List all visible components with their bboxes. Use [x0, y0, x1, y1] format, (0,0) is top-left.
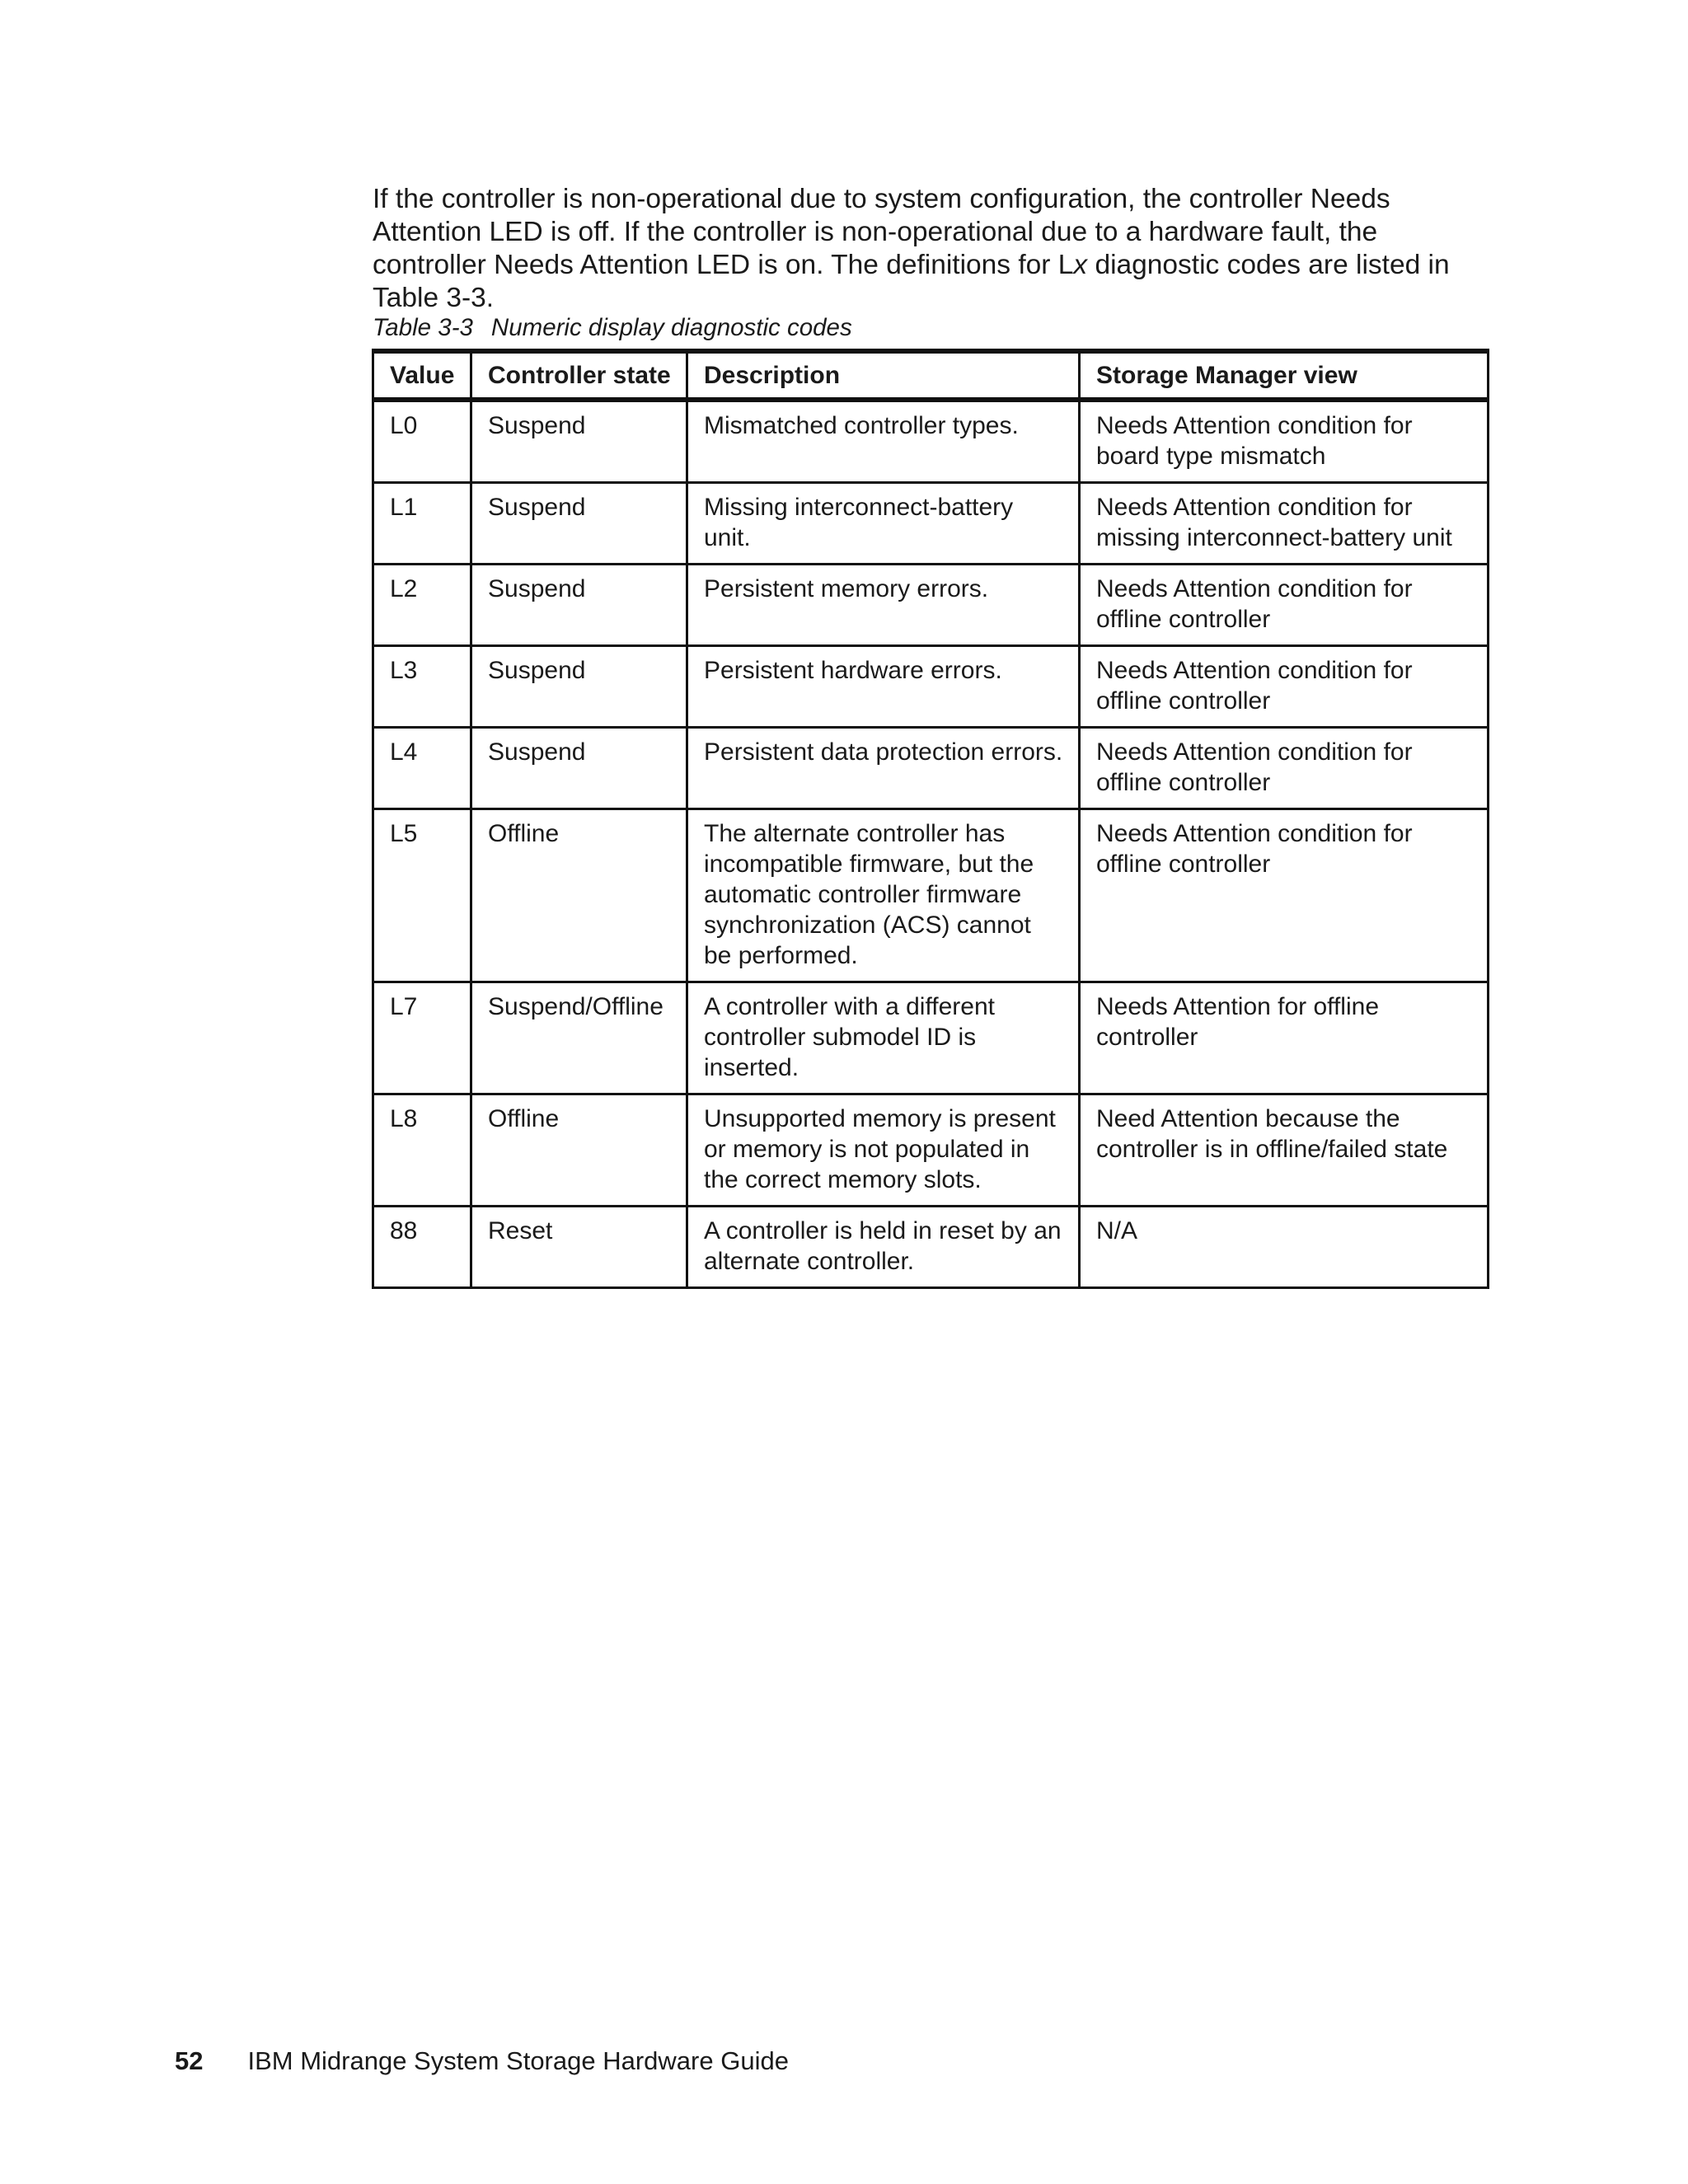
cell-value: 88 — [373, 1207, 471, 1288]
cell-value: L5 — [373, 809, 471, 982]
table-row — [373, 982, 1489, 1094]
cell-storage-manager-view: Needs Attention condition for board type mismatch — [1080, 400, 1489, 483]
cell-description: Persistent hardware errors. — [687, 646, 1080, 728]
page-footer — [175, 2046, 789, 2077]
cell-value: L4 — [373, 728, 471, 809]
cell-value: L7 — [373, 982, 471, 1094]
intro-text-after: diagnostic codes are listed in Table 3-3. — [373, 250, 1450, 313]
cell-controller-state: Suspend — [471, 400, 687, 483]
cell-value: L0 — [373, 400, 471, 483]
cell-storage-manager-view: Needs Attention condition for missing interconnect-battery unit — [1080, 483, 1489, 565]
book-title: IBM Midrange System Storage Hardware Guide — [247, 2046, 789, 2075]
cell-description: A controller with a different controller submodel ID is inserted. — [687, 982, 1080, 1094]
intro-paragraph — [373, 183, 1493, 315]
cell-value: L3 — [373, 646, 471, 728]
intro-variable: x — [1073, 250, 1088, 280]
table-row — [373, 565, 1489, 646]
cell-description: Persistent memory errors. — [687, 565, 1080, 646]
cell-storage-manager-view: Needs Attention condition for offline controller — [1080, 565, 1489, 646]
cell-controller-state: Suspend/Offline — [471, 982, 687, 1094]
cell-storage-manager-view: N/A — [1080, 1207, 1489, 1288]
cell-controller-state: Offline — [471, 1094, 687, 1207]
cell-controller-state: Suspend — [471, 483, 687, 565]
cell-description: Missing interconnect-battery unit. — [687, 483, 1080, 565]
cell-description: The alternate controller has incompatible firmware, but the automatic controller firmware synchronization (ACS) cannot be performed. — [687, 809, 1080, 982]
page-number: 52 — [175, 2046, 204, 2075]
intro-text-before: If the controller is non-operational due to system configuration, the controller Needs Attention LED is off. If the controller is non-operational due to a hardware fault, the controller Needs Attention LED is on. The definitions for L — [373, 184, 1390, 280]
cell-controller-state: Offline — [471, 809, 687, 982]
table-caption — [373, 313, 852, 343]
cell-description: Mismatched controller types. — [687, 400, 1080, 483]
cell-controller-state: Reset — [471, 1207, 687, 1288]
cell-value: L8 — [373, 1094, 471, 1207]
cell-controller-state: Suspend — [471, 646, 687, 728]
diagnostic-codes-table — [372, 349, 1489, 1289]
column-header-description: Description — [687, 351, 1080, 400]
column-header-controller-state: Controller state — [471, 351, 687, 400]
table-row — [373, 483, 1489, 565]
cell-description: Unsupported memory is present or memory is not populated in the correct memory slots. — [687, 1094, 1080, 1207]
cell-controller-state: Suspend — [471, 565, 687, 646]
table-caption-title: Numeric display diagnostic codes — [490, 314, 852, 341]
cell-value: L2 — [373, 565, 471, 646]
table-row — [373, 400, 1489, 483]
cell-description: A controller is held in reset by an alternate controller. — [687, 1207, 1080, 1288]
cell-storage-manager-view: Needs Attention condition for offline controller — [1080, 728, 1489, 809]
table-row — [373, 1094, 1489, 1207]
cell-storage-manager-view: Need Attention because the controller is in offline/failed state — [1080, 1094, 1489, 1207]
cell-description: Persistent data protection errors. — [687, 728, 1080, 809]
table-header-row — [373, 351, 1489, 400]
cell-storage-manager-view: Needs Attention condition for offline controller — [1080, 646, 1489, 728]
table-row — [373, 809, 1489, 982]
column-header-value: Value — [373, 351, 471, 400]
cell-storage-manager-view: Needs Attention for offline controller — [1080, 982, 1489, 1094]
cell-storage-manager-view: Needs Attention condition for offline controller — [1080, 809, 1489, 982]
table-row — [373, 728, 1489, 809]
cell-value: L1 — [373, 483, 471, 565]
table-row — [373, 646, 1489, 728]
column-header-storage-manager-view: Storage Manager view — [1080, 351, 1489, 400]
cell-controller-state: Suspend — [471, 728, 687, 809]
table-row — [373, 1207, 1489, 1288]
table-caption-number: Table 3-3 — [373, 314, 473, 341]
